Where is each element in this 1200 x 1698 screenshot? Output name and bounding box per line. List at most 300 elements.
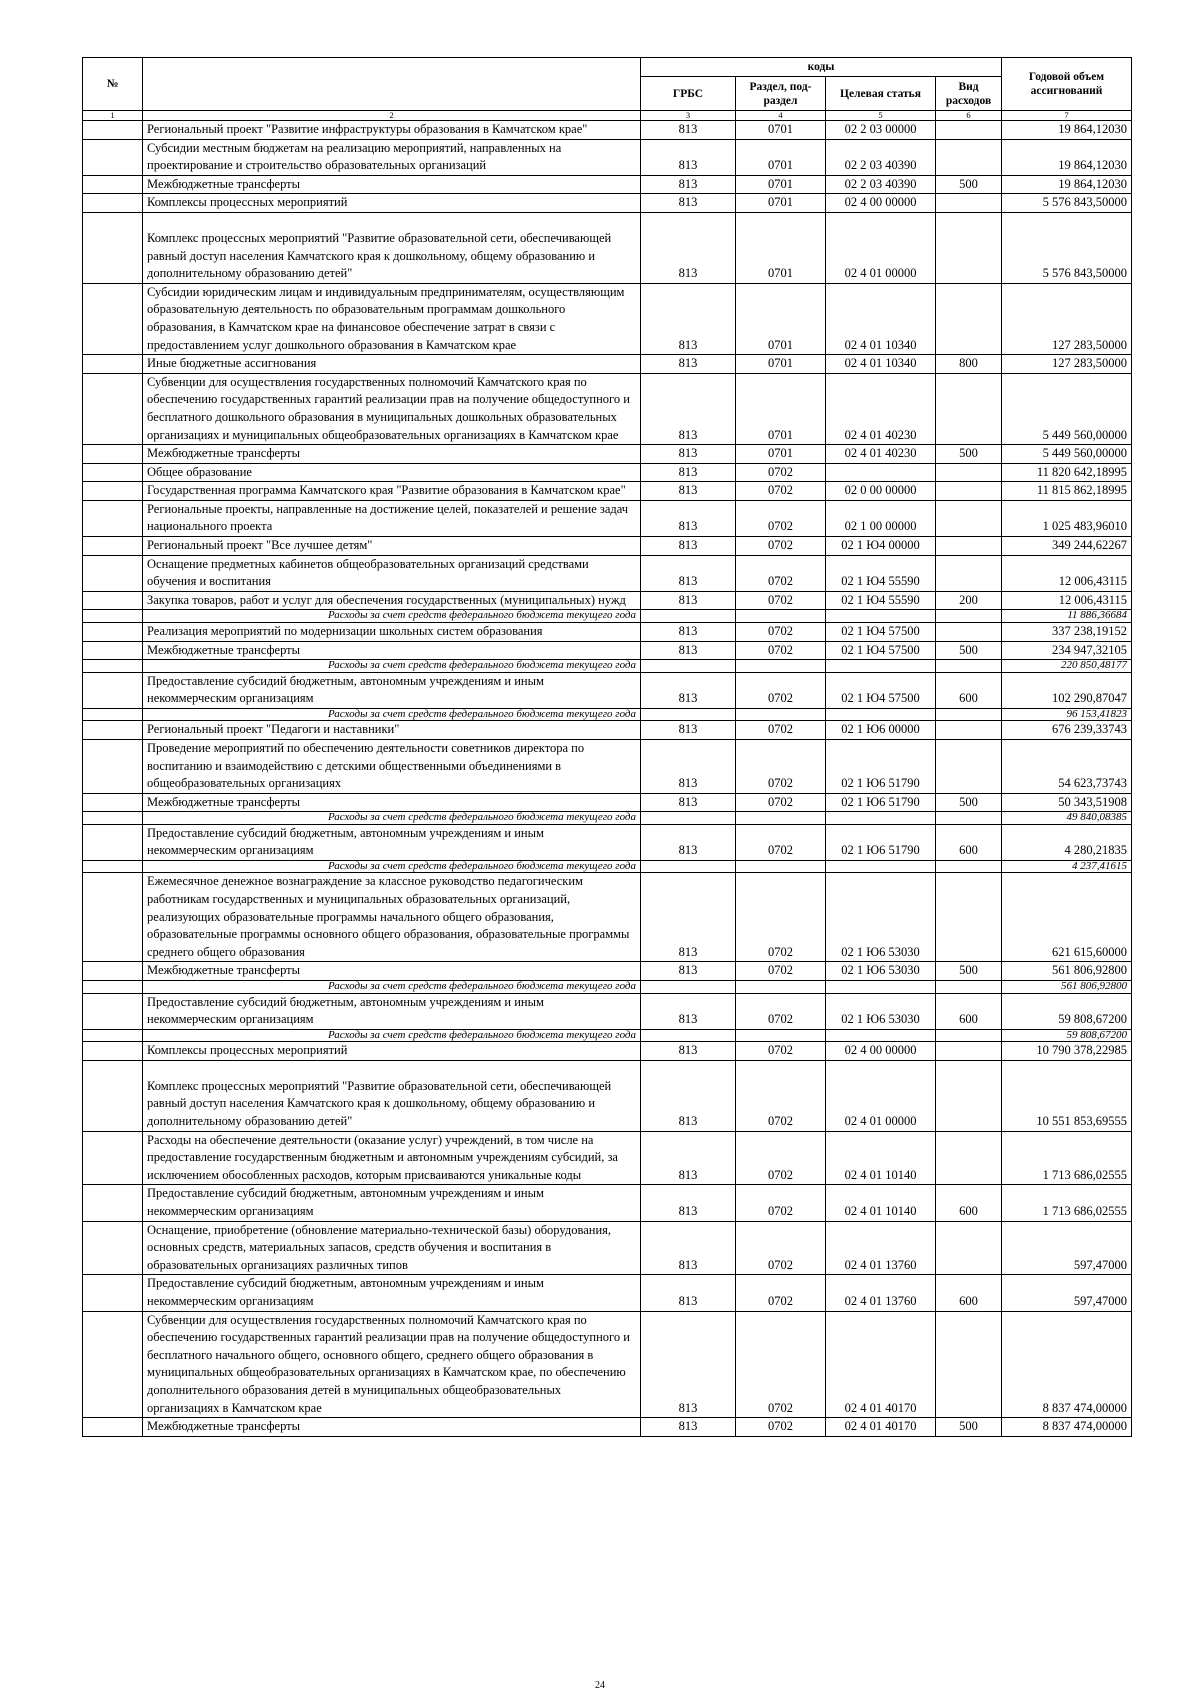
cell-amount: 1 713 686,02555 (1002, 1185, 1132, 1221)
cell-amount: 8 837 474,00000 (1002, 1311, 1132, 1418)
table-row (83, 463, 1132, 482)
cell-razdel: 0702 (736, 1311, 826, 1418)
cell-name: Ежемесячное денежное вознаграждение за классное руководство педагогическим работникам государственных и муниципальных образовательных организаций, реализующих образовательные программы начального общего образования, образовательные программы основного общего образования, образовательные программы среднего общего образования (143, 873, 641, 962)
cell-number (83, 962, 143, 981)
cell-grbs (641, 981, 736, 994)
cell-grbs (641, 708, 736, 721)
cell-number (83, 283, 143, 354)
cell-amount: 561 806,92800 (1002, 981, 1132, 994)
cell-name: Субсидии юридическим лицам и индивидуальным предпринимателям, осуществляющим образовательную деятельность по образовательным программам дошкольного образования, в Камчатском крае на финансовое обеспечение затрат в связи с предоставлением услуг дошкольного образования в Камчатском крае (143, 283, 641, 354)
cell-amount: 127 283,50000 (1002, 355, 1132, 374)
table-row (83, 962, 1132, 981)
cell-target (826, 708, 936, 721)
cell-amount: 337 238,19152 (1002, 622, 1132, 641)
cell-grbs: 813 (641, 1042, 736, 1061)
cell-grbs: 813 (641, 212, 736, 283)
cell-number (83, 212, 143, 283)
cell-target: 02 4 01 10140 (826, 1131, 936, 1185)
note-row (83, 660, 1132, 673)
table-row (83, 555, 1132, 591)
cell-vid: 600 (936, 824, 1002, 860)
table-row (83, 500, 1132, 536)
cell-vid (936, 708, 1002, 721)
cell-razdel: 0702 (736, 1185, 826, 1221)
cell-grbs: 813 (641, 555, 736, 591)
table-body (83, 121, 1132, 1437)
cell-target: 02 1 Ю4 55590 (826, 555, 936, 591)
cell-target: 02 4 01 40170 (826, 1311, 936, 1418)
cell-target (826, 660, 936, 673)
cell-vid: 600 (936, 1185, 1002, 1221)
cell-razdel: 0702 (736, 591, 826, 610)
cell-amount: 5 449 560,00000 (1002, 373, 1132, 444)
cell-grbs: 813 (641, 641, 736, 660)
cell-name: Предоставление субсидий бюджетным, автономным учреждениям и иным некоммерческим организациям (143, 824, 641, 860)
header-number: № (83, 58, 143, 111)
cell-target: 02 0 00 00000 (826, 482, 936, 501)
cell-razdel: 0702 (736, 1275, 826, 1311)
cell-target: 02 1 Ю6 00000 (826, 721, 936, 740)
cell-number (83, 482, 143, 501)
cell-vid (936, 721, 1002, 740)
cell-razdel: 0702 (736, 555, 826, 591)
cell-grbs: 813 (641, 993, 736, 1029)
cell-grbs: 813 (641, 500, 736, 536)
cell-grbs: 813 (641, 739, 736, 793)
cell-amount: 676 239,33743 (1002, 721, 1132, 740)
table-row (83, 1418, 1132, 1437)
table-row (83, 355, 1132, 374)
cell-grbs: 813 (641, 962, 736, 981)
cell-target (826, 1029, 936, 1042)
header-razdel: Раздел, под-раздел (736, 77, 826, 111)
cell-amount: 4 280,21835 (1002, 824, 1132, 860)
cell-razdel: 0702 (736, 672, 826, 708)
table-row (83, 1275, 1132, 1311)
cell-vid (936, 610, 1002, 623)
cell-grbs: 813 (641, 672, 736, 708)
cell-number (83, 1029, 143, 1042)
table-row (83, 672, 1132, 708)
cell-razdel: 0702 (736, 824, 826, 860)
cell-name: Общее образование (143, 463, 641, 482)
note-row (83, 610, 1132, 623)
table-row (83, 824, 1132, 860)
table-row (83, 283, 1132, 354)
cell-amount: 11 815 862,18995 (1002, 482, 1132, 501)
cell-razdel: 0702 (736, 993, 826, 1029)
cell-number (83, 793, 143, 812)
header-name-blank (143, 58, 641, 111)
cell-number (83, 194, 143, 213)
cell-grbs: 813 (641, 622, 736, 641)
header-vid: Вид расходов (936, 77, 1002, 111)
table-row (83, 1311, 1132, 1418)
cell-name: Межбюджетные трансферты (143, 641, 641, 660)
cell-amount: 597,47000 (1002, 1221, 1132, 1275)
cell-number (83, 610, 143, 623)
cell-grbs: 813 (641, 824, 736, 860)
table-row (83, 1042, 1132, 1061)
cell-target: 02 1 Ю6 53030 (826, 962, 936, 981)
cell-grbs: 813 (641, 1221, 736, 1275)
cell-number (83, 660, 143, 673)
cell-amount: 10 551 853,69555 (1002, 1060, 1132, 1131)
cell-target: 02 1 Ю4 55590 (826, 591, 936, 610)
cell-grbs (641, 812, 736, 825)
cell-grbs: 813 (641, 1131, 736, 1185)
header-amount: Годовой объем ассигнований (1002, 58, 1132, 111)
cell-target: 02 1 Ю6 53030 (826, 993, 936, 1029)
cell-amount: 127 283,50000 (1002, 283, 1132, 354)
cell-name: Расходы за счет средств федерального бюджета текущего года (143, 610, 641, 623)
cell-name: Межбюджетные трансферты (143, 175, 641, 194)
cell-name: Расходы за счет средств федерального бюджета текущего года (143, 1029, 641, 1042)
cell-grbs: 813 (641, 139, 736, 175)
cell-grbs: 813 (641, 537, 736, 556)
cell-name: Региональный проект "Все лучшее детям" (143, 537, 641, 556)
cell-name: Проведение мероприятий по обеспечению деятельности советников директора по воспитанию и взаимодействию с детскими общественными объединениями в общеобразовательных организациях (143, 739, 641, 793)
cell-number (83, 121, 143, 140)
cell-target: 02 4 01 10340 (826, 355, 936, 374)
cell-number (83, 139, 143, 175)
cell-razdel: 0701 (736, 355, 826, 374)
cell-target: 02 1 Ю4 00000 (826, 537, 936, 556)
cell-amount: 220 850,48177 (1002, 660, 1132, 673)
cell-grbs (641, 610, 736, 623)
table-row (83, 537, 1132, 556)
cell-target: 02 2 03 00000 (826, 121, 936, 140)
cell-razdel (736, 812, 826, 825)
page-number: 24 (595, 1680, 605, 1691)
cell-vid (936, 1311, 1002, 1418)
cell-name: Предоставление субсидий бюджетным, автономным учреждениям и иным некоммерческим организациям (143, 993, 641, 1029)
cell-razdel: 0702 (736, 1221, 826, 1275)
cell-target: 02 4 01 00000 (826, 1060, 936, 1131)
cell-razdel: 0701 (736, 194, 826, 213)
cell-razdel: 0702 (736, 1418, 826, 1437)
table-row (83, 139, 1132, 175)
cell-target: 02 4 01 10340 (826, 283, 936, 354)
cell-grbs (641, 1029, 736, 1042)
cell-vid: 500 (936, 175, 1002, 194)
cell-name: Региональный проект "Развитие инфраструктуры образования в Камчатском крае" (143, 121, 641, 140)
cell-number (83, 1042, 143, 1061)
cell-number (83, 873, 143, 962)
cell-razdel: 0702 (736, 873, 826, 962)
cell-vid (936, 194, 1002, 213)
cell-name: Субвенции для осуществления государственных полномочий Камчатского края по обеспечению государственных гарантий реализации прав на получение общедоступного и бесплатного дошкольного образования в муниципальных дошкольных образовательных организациях и муниципальных общеобразовательных организациях в Камчатском крае (143, 373, 641, 444)
cell-grbs: 813 (641, 793, 736, 812)
budget-table (82, 57, 1132, 1437)
cell-target (826, 463, 936, 482)
cell-target: 02 2 03 40390 (826, 175, 936, 194)
cell-target: 02 1 Ю6 51790 (826, 739, 936, 793)
cell-number (83, 622, 143, 641)
cell-vid (936, 139, 1002, 175)
table-row (83, 121, 1132, 140)
cell-razdel: 0702 (736, 721, 826, 740)
cell-grbs: 813 (641, 1275, 736, 1311)
cell-vid (936, 212, 1002, 283)
cell-name: Расходы за счет средств федерального бюджета текущего года (143, 708, 641, 721)
column-number: 3 (641, 111, 736, 121)
cell-target: 02 1 Ю6 53030 (826, 873, 936, 962)
cell-target (826, 812, 936, 825)
cell-vid (936, 1060, 1002, 1131)
cell-target: 02 4 00 00000 (826, 1042, 936, 1061)
cell-razdel: 0702 (736, 1042, 826, 1061)
cell-vid (936, 537, 1002, 556)
cell-target (826, 610, 936, 623)
cell-amount: 12 006,43115 (1002, 555, 1132, 591)
cell-vid (936, 660, 1002, 673)
cell-amount: 59 808,67200 (1002, 993, 1132, 1029)
column-number: 2 (143, 111, 641, 121)
cell-target (826, 981, 936, 994)
table-row (83, 175, 1132, 194)
cell-amount: 11 820 642,18995 (1002, 463, 1132, 482)
cell-name: Субсидии местным бюджетам на реализацию мероприятий, направленных на проектирование и строительство образовательных организаций (143, 139, 641, 175)
cell-number (83, 981, 143, 994)
table-row (83, 482, 1132, 501)
cell-name: Комплексы процессных мероприятий (143, 1042, 641, 1061)
cell-number (83, 721, 143, 740)
cell-amount: 234 947,32105 (1002, 641, 1132, 660)
cell-grbs (641, 860, 736, 873)
cell-name: Оснащение предметных кабинетов общеобразовательных организаций средствами обучения и воспитания (143, 555, 641, 591)
cell-number (83, 1131, 143, 1185)
table-row (83, 591, 1132, 610)
cell-number (83, 1221, 143, 1275)
cell-razdel (736, 708, 826, 721)
cell-name: Государственная программа Камчатского края "Развитие образования в Камчатском крае" (143, 482, 641, 501)
table-row (83, 739, 1132, 793)
cell-name: Реализация мероприятий по модернизации школьных систем образования (143, 622, 641, 641)
table-row (83, 212, 1132, 283)
cell-name: Расходы за счет средств федерального бюджета текущего года (143, 812, 641, 825)
note-row (83, 1029, 1132, 1042)
cell-name: Межбюджетные трансферты (143, 962, 641, 981)
cell-vid (936, 373, 1002, 444)
cell-target: 02 2 03 40390 (826, 139, 936, 175)
cell-number (83, 373, 143, 444)
cell-vid (936, 500, 1002, 536)
cell-razdel: 0702 (736, 1131, 826, 1185)
cell-number (83, 1418, 143, 1437)
cell-razdel: 0701 (736, 445, 826, 464)
note-row (83, 812, 1132, 825)
cell-amount: 19 864,12030 (1002, 139, 1132, 175)
cell-name: Региональный проект "Педагоги и наставники" (143, 721, 641, 740)
cell-amount: 11 886,36684 (1002, 610, 1132, 623)
cell-name: Комплекс процессных мероприятий "Развитие образовательной сети, обеспечивающей равный доступ населения Камчатского края к дошкольному, общему образованию и дополнительному образованию детей" (143, 1060, 641, 1131)
note-row (83, 708, 1132, 721)
cell-vid (936, 555, 1002, 591)
cell-number (83, 355, 143, 374)
cell-vid: 800 (936, 355, 1002, 374)
cell-amount: 59 808,67200 (1002, 1029, 1132, 1042)
cell-amount: 50 343,51908 (1002, 793, 1132, 812)
note-row (83, 860, 1132, 873)
cell-target (826, 860, 936, 873)
table-row (83, 793, 1132, 812)
cell-target: 02 4 01 10140 (826, 1185, 936, 1221)
cell-number (83, 1060, 143, 1131)
cell-number (83, 993, 143, 1029)
cell-name: Предоставление субсидий бюджетным, автономным учреждениям и иным некоммерческим организациям (143, 1275, 641, 1311)
cell-razdel: 0701 (736, 121, 826, 140)
cell-vid: 200 (936, 591, 1002, 610)
cell-name: Межбюджетные трансферты (143, 793, 641, 812)
cell-vid: 600 (936, 1275, 1002, 1311)
cell-vid (936, 981, 1002, 994)
cell-grbs: 813 (641, 121, 736, 140)
cell-number (83, 812, 143, 825)
cell-amount: 49 840,08385 (1002, 812, 1132, 825)
cell-amount: 10 790 378,22985 (1002, 1042, 1132, 1061)
column-number: 4 (736, 111, 826, 121)
cell-number (83, 708, 143, 721)
cell-razdel: 0701 (736, 283, 826, 354)
cell-razdel: 0702 (736, 482, 826, 501)
table-row (83, 1060, 1132, 1131)
column-number: 1 (83, 111, 143, 121)
cell-number (83, 500, 143, 536)
cell-name: Расходы за счет средств федерального бюджета текущего года (143, 860, 641, 873)
cell-razdel: 0702 (736, 1060, 826, 1131)
cell-vid: 600 (936, 993, 1002, 1029)
cell-vid (936, 622, 1002, 641)
cell-vid: 500 (936, 1418, 1002, 1437)
cell-vid (936, 1131, 1002, 1185)
cell-number (83, 555, 143, 591)
cell-razdel: 0702 (736, 739, 826, 793)
cell-grbs: 813 (641, 463, 736, 482)
cell-name: Расходы за счет средств федерального бюджета текущего года (143, 660, 641, 673)
cell-grbs: 813 (641, 591, 736, 610)
cell-target: 02 1 Ю6 51790 (826, 793, 936, 812)
table-row (83, 993, 1132, 1029)
cell-vid (936, 812, 1002, 825)
cell-vid (936, 121, 1002, 140)
cell-number (83, 672, 143, 708)
cell-amount: 597,47000 (1002, 1275, 1132, 1311)
header-codes: коды (641, 58, 1002, 77)
cell-grbs: 813 (641, 355, 736, 374)
cell-number (83, 641, 143, 660)
cell-razdel (736, 981, 826, 994)
cell-number (83, 1311, 143, 1418)
cell-grbs: 813 (641, 445, 736, 464)
cell-razdel: 0702 (736, 500, 826, 536)
cell-name: Расходы за счет средств федерального бюджета текущего года (143, 981, 641, 994)
cell-target: 02 4 01 00000 (826, 212, 936, 283)
cell-target: 02 1 Ю4 57500 (826, 672, 936, 708)
cell-amount: 19 864,12030 (1002, 121, 1132, 140)
cell-vid (936, 283, 1002, 354)
cell-vid (936, 463, 1002, 482)
table-row (83, 873, 1132, 962)
cell-target: 02 4 01 40230 (826, 373, 936, 444)
table-row (83, 641, 1132, 660)
cell-number (83, 739, 143, 793)
cell-amount: 19 864,12030 (1002, 175, 1132, 194)
cell-razdel (736, 660, 826, 673)
cell-number (83, 824, 143, 860)
cell-number (83, 175, 143, 194)
header-target: Целевая статья (826, 77, 936, 111)
cell-name: Межбюджетные трансферты (143, 1418, 641, 1437)
cell-target: 02 4 01 40170 (826, 1418, 936, 1437)
cell-vid (936, 1029, 1002, 1042)
cell-name: Предоставление субсидий бюджетным, автономным учреждениям и иным некоммерческим организациям (143, 1185, 641, 1221)
cell-vid (936, 1221, 1002, 1275)
cell-razdel: 0701 (736, 175, 826, 194)
cell-razdel: 0701 (736, 373, 826, 444)
cell-target: 02 4 01 13760 (826, 1275, 936, 1311)
cell-number (83, 860, 143, 873)
column-numbers-row (83, 111, 1132, 121)
cell-amount: 54 623,73743 (1002, 739, 1132, 793)
cell-amount: 12 006,43115 (1002, 591, 1132, 610)
cell-razdel (736, 1029, 826, 1042)
cell-name: Оснащение, приобретение (обновление материально-технической базы) оборудования, основных средств, материальных запасов, средств обучения и воспитания в образовательных организациях различных типов (143, 1221, 641, 1275)
table-row (83, 1185, 1132, 1221)
header-grbs: ГРБС (641, 77, 736, 111)
table-row (83, 373, 1132, 444)
cell-amount: 5 576 843,50000 (1002, 212, 1132, 283)
cell-amount: 349 244,62267 (1002, 537, 1132, 556)
cell-razdel: 0701 (736, 139, 826, 175)
cell-vid: 500 (936, 793, 1002, 812)
cell-target: 02 4 01 13760 (826, 1221, 936, 1275)
cell-vid: 500 (936, 641, 1002, 660)
cell-razdel: 0702 (736, 962, 826, 981)
cell-amount: 1 713 686,02555 (1002, 1131, 1132, 1185)
column-number: 7 (1002, 111, 1132, 121)
cell-number (83, 445, 143, 464)
cell-vid (936, 860, 1002, 873)
column-number: 6 (936, 111, 1002, 121)
table-row (83, 194, 1132, 213)
cell-grbs: 813 (641, 1311, 736, 1418)
cell-name: Межбюджетные трансферты (143, 445, 641, 464)
cell-name: Комплекс процессных мероприятий "Развитие образовательной сети, обеспечивающей равный доступ населения Камчатского края к дошкольному, общему образованию и дополнительному образованию детей" (143, 212, 641, 283)
cell-name: Предоставление субсидий бюджетным, автономным учреждениям и иным некоммерческим организациям (143, 672, 641, 708)
cell-number (83, 463, 143, 482)
cell-grbs: 813 (641, 482, 736, 501)
cell-name: Комплексы процессных мероприятий (143, 194, 641, 213)
cell-target: 02 1 Ю4 57500 (826, 622, 936, 641)
cell-razdel: 0701 (736, 212, 826, 283)
cell-name: Иные бюджетные ассигнования (143, 355, 641, 374)
table-row (83, 1221, 1132, 1275)
cell-vid: 500 (936, 445, 1002, 464)
cell-amount: 1 025 483,96010 (1002, 500, 1132, 536)
cell-number (83, 537, 143, 556)
table-row (83, 721, 1132, 740)
note-row (83, 981, 1132, 994)
cell-razdel: 0702 (736, 641, 826, 660)
cell-razdel: 0702 (736, 463, 826, 482)
table-row (83, 1131, 1132, 1185)
cell-number (83, 1185, 143, 1221)
cell-name: Расходы на обеспечение деятельности (оказание услуг) учреждений, в том числе на предоставление государственным бюджетным и автономным учреждениям субсидий, за исключением обособленных расходов, которым присваиваются уникальные коды (143, 1131, 641, 1185)
cell-amount: 8 837 474,00000 (1002, 1418, 1132, 1437)
cell-grbs: 813 (641, 373, 736, 444)
cell-target: 02 1 Ю6 51790 (826, 824, 936, 860)
